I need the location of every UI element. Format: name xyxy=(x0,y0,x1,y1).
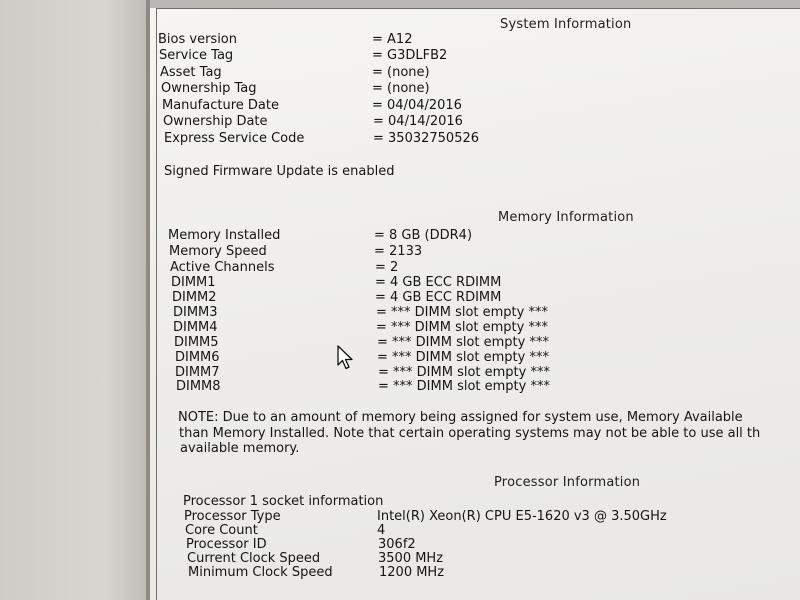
processor-label: Processor Type xyxy=(184,509,281,524)
note-line: available memory. xyxy=(180,441,300,456)
memory-label: DIMM7 xyxy=(175,365,220,380)
memory-value: = 4 GB ECC RDIMM xyxy=(375,275,502,290)
memory-value: = *** DIMM slot empty *** xyxy=(378,365,550,380)
memory-row xyxy=(150,244,800,260)
info-value: = 35032750526 xyxy=(373,131,480,146)
info-value: = A12 xyxy=(372,32,413,47)
memory-value: = *** DIMM slot empty *** xyxy=(376,305,548,320)
info-row xyxy=(150,65,800,81)
note-line: NOTE: Due to an amount of memory being assigned for system use, Memory Available xyxy=(178,410,743,425)
memory-row xyxy=(150,275,800,291)
memory-value: = *** DIMM slot empty *** xyxy=(378,379,550,394)
memory-row xyxy=(150,379,800,395)
memory-row xyxy=(150,350,800,366)
memory-label: DIMM1 xyxy=(171,275,216,290)
memory-row xyxy=(150,335,800,351)
memory-label: Memory Installed xyxy=(168,228,281,243)
processor-value: 3500 MHz xyxy=(378,551,444,566)
processor-info-header: Processor Information xyxy=(494,475,641,490)
info-row xyxy=(150,32,800,48)
mouse-pointer-icon xyxy=(336,345,356,371)
info-label: Manufacture Date xyxy=(162,98,279,113)
info-label: Bios version xyxy=(158,32,238,47)
memory-row xyxy=(150,260,800,276)
info-value: = G3DLFB2 xyxy=(372,48,448,63)
processor-label: Core Count xyxy=(185,523,258,538)
processor-value: 1200 MHz xyxy=(379,565,445,580)
memory-label: DIMM6 xyxy=(175,350,220,365)
info-label: Ownership Date xyxy=(163,114,268,129)
info-row xyxy=(150,114,800,130)
processor-label: Minimum Clock Speed xyxy=(188,565,333,580)
memory-row xyxy=(150,290,800,306)
memory-value: = 4 GB ECC RDIMM xyxy=(375,290,502,305)
system-info-header: System Information xyxy=(500,17,632,32)
monitor-bezel xyxy=(0,0,150,600)
info-label: Asset Tag xyxy=(160,65,222,80)
bios-info-screen xyxy=(150,8,800,600)
memory-value: = *** DIMM slot empty *** xyxy=(377,350,549,365)
memory-label: DIMM2 xyxy=(172,290,217,305)
memory-value: = *** DIMM slot empty *** xyxy=(376,320,548,335)
info-value: = 04/04/2016 xyxy=(372,98,462,113)
info-row xyxy=(150,98,800,114)
memory-value: = *** DIMM slot empty *** xyxy=(377,335,549,350)
processor-value: Intel(R) Xeon(R) CPU E5-1620 v3 @ 3.50GHz xyxy=(377,509,667,524)
info-row xyxy=(150,81,800,97)
info-label: Express Service Code xyxy=(164,131,305,146)
memory-row xyxy=(150,320,800,336)
memory-value: = 8 GB (DDR4) xyxy=(374,228,473,243)
memory-row xyxy=(150,228,800,244)
firmware-status: Signed Firmware Update is enabled xyxy=(164,164,395,179)
memory-info-header: Memory Information xyxy=(498,210,634,225)
info-label: Ownership Tag xyxy=(161,81,257,96)
processor-socket-title: Processor 1 socket information xyxy=(183,494,384,509)
info-row xyxy=(150,48,800,64)
info-value: = (none) xyxy=(372,65,430,80)
info-label: Service Tag xyxy=(159,48,234,63)
processor-label: Processor ID xyxy=(186,537,267,552)
memory-label: DIMM4 xyxy=(173,320,218,335)
memory-label: Memory Speed xyxy=(169,244,267,259)
processor-value: 306f2 xyxy=(378,537,416,552)
processor-label: Current Clock Speed xyxy=(187,551,321,566)
memory-value: = 2 xyxy=(375,260,399,275)
info-value: = 04/14/2016 xyxy=(373,114,463,129)
info-row xyxy=(150,131,800,147)
screen-top-strip xyxy=(150,0,800,8)
info-value: = (none) xyxy=(372,81,430,96)
processor-row xyxy=(150,565,800,581)
memory-row xyxy=(150,305,800,321)
processor-value: 4 xyxy=(377,523,386,538)
frame-top-border xyxy=(156,8,800,9)
note-line: than Memory Installed. Note that certain operating systems may not be able to use all th xyxy=(179,426,761,441)
memory-label: DIMM8 xyxy=(176,379,221,394)
memory-value: = 2133 xyxy=(374,244,423,259)
memory-label: DIMM5 xyxy=(174,335,219,350)
memory-label: DIMM3 xyxy=(173,305,218,320)
memory-label: Active Channels xyxy=(170,260,275,275)
